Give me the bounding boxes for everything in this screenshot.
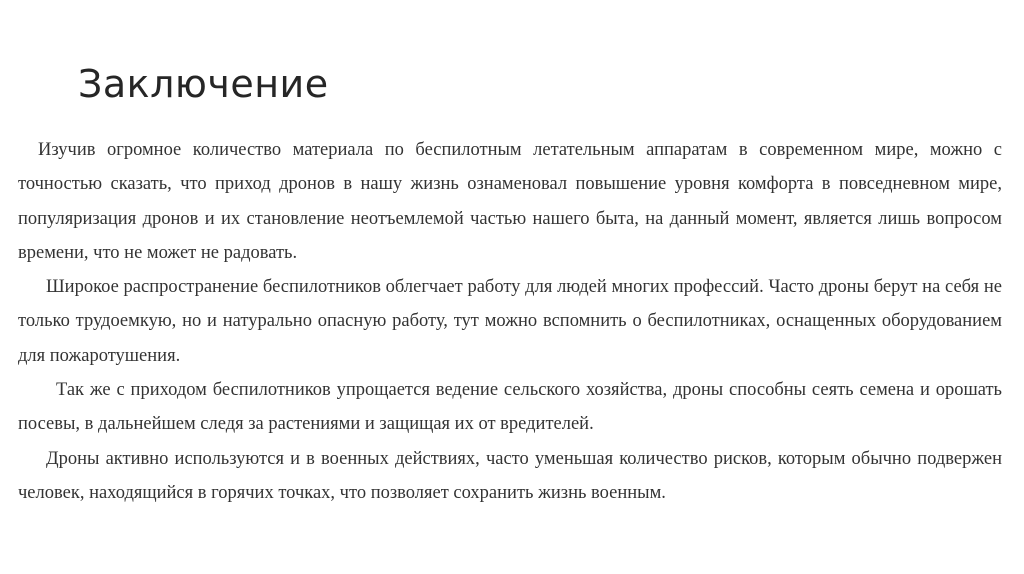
paragraph-agriculture: Так же с приходом беспилотников упрощается ведение сельского хозяйства, дроны способны сеять семена и орошать посевы, в дальнейшем следя за растениями и защищая их от вредителей.: [18, 380, 1002, 435]
paragraph-professions: Широкое распространение беспилотников облегчает работу для людей многих профессий. Часто дроны берут на себя не только трудоемкую, но и натурально опасную работу, тут можно вспомнить о беспилотниках, оснащенных оборудованием для пожаротушения.: [18, 277, 1002, 366]
paragraph-intro: Изучив огромное количество материала по беспилотным летательным аппаратам в современном мире, можно с точностью сказать, что приход дронов в нашу жизнь ознаменовал повышение уровня комфорта в повседневном мире, популяризация дронов и их становление неотъемлемой частью нашего быта, на данный момент, является лишь вопросом времени, что не может не радовать.: [18, 140, 1002, 263]
slide-body: [18, 133, 1002, 510]
paragraph-military: Дроны активно используются и в военных действиях, часто уменьшая количество рисков, которым обычно подвержен человек, находящийся в горячих точках, что позволяет сохранить жизнь военным.: [18, 448, 1002, 503]
slide-title: Заключение: [78, 62, 329, 106]
